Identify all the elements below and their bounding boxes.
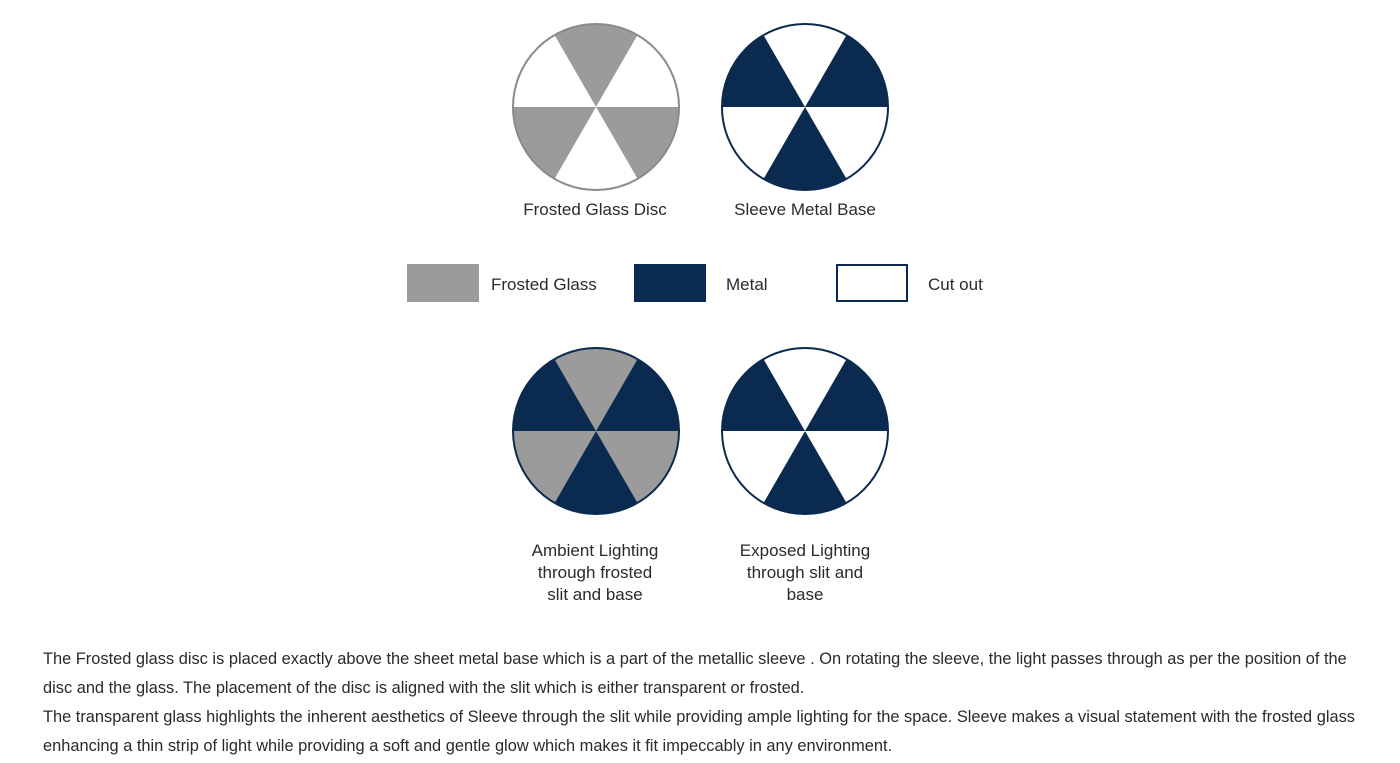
ambient-lighting-caption-line-2: through frosted bbox=[537, 563, 653, 582]
sleeve-metal-base-caption-text: Sleeve Metal Base bbox=[734, 200, 876, 219]
legend-label-frosted-glass: Frosted Glass bbox=[491, 275, 597, 294]
legend-swatch-frosted-glass bbox=[407, 264, 479, 302]
legend-label-metal: Metal bbox=[726, 275, 768, 294]
frosted-glass-disc-caption-text: Frosted Glass Disc bbox=[523, 200, 667, 219]
sleeve-metal-base-graphic bbox=[719, 21, 891, 193]
frosted-glass-disc-caption bbox=[495, 199, 695, 221]
legend-label-cut-out: Cut out bbox=[928, 275, 983, 294]
description-paragraph-2: The transparent glass highlights the inherent aesthetics of Sleeve through the slit while providing ample lighting for the space. Sleeve makes a visual statement with the frosted glass enhancing a thin strip of light while providing a soft and gentle glow which makes it fit impeccably in any environment. bbox=[43, 708, 1355, 755]
ambient-lighting-caption-line-1: Ambient Lighting bbox=[531, 541, 659, 560]
exposed-lighting-caption-line-1: Exposed Lighting bbox=[739, 541, 871, 560]
description bbox=[43, 645, 1373, 761]
sleeve-metal-base-caption bbox=[705, 199, 905, 221]
ambient-lighting-graphic bbox=[510, 345, 682, 517]
exposed-lighting-caption bbox=[705, 540, 905, 606]
description-paragraph-1: The Frosted glass disc is placed exactly above the sheet metal base which is a part of the metallic sleeve . On rotating the sleeve, the light passes through as per the position of the disc and the glass. The placement of the disc is aligned with the slit which is either transparent or frosted. bbox=[43, 650, 1347, 697]
legend-swatch-cut-out bbox=[836, 264, 908, 302]
frosted-glass-disc-graphic bbox=[510, 21, 682, 193]
ambient-lighting-disc bbox=[510, 345, 682, 517]
ambient-lighting-caption-line-3: slit and base bbox=[547, 585, 643, 604]
exposed-lighting-caption-line-3: base bbox=[786, 585, 824, 604]
legend-swatch-metal bbox=[634, 264, 706, 302]
frosted-glass-disc bbox=[510, 21, 682, 193]
ambient-lighting-caption bbox=[495, 540, 695, 606]
sleeve-metal-base-disc bbox=[719, 21, 891, 193]
exposed-lighting-disc bbox=[719, 345, 891, 517]
exposed-lighting-graphic bbox=[719, 345, 891, 517]
exposed-lighting-caption-line-2: through slit and bbox=[746, 563, 864, 582]
